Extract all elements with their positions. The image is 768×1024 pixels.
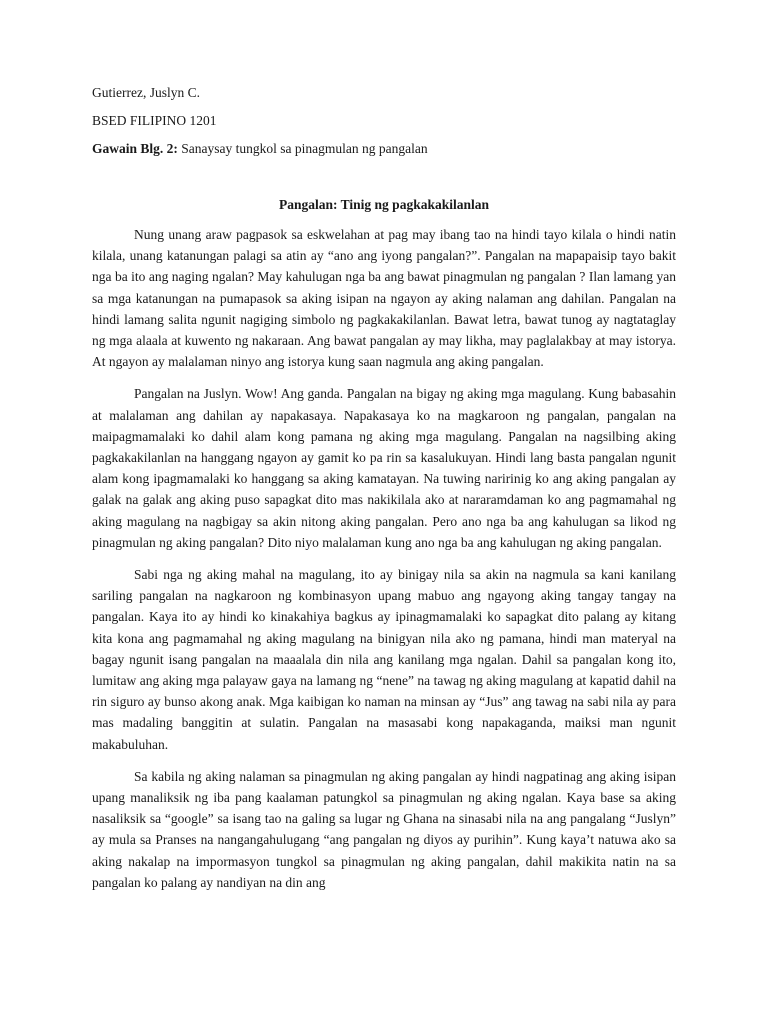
paragraph-1: Nung unang araw pagpasok sa eskwelahan at pag may ibang tao na hindi tayo kilala o hindi natin kilala, unang katanungan palagi sa atin ay “ano ang iyong pangalan?”. Pangalan na mapapaisip tayo bakit nga ba ito ang naging ngalan? May kahulugan nga ba ang bawat pinagmulan ng pangalan ? Ilan lamang yan sa mga katanungan na pumapasok sa aking isipan na ngayon ay aking nalaman ang dahilan. Pangalan na hindi lamang salita ngunit nagiging simbolo ng pagkakakilanlan. Bawat letra, bawat tunog ay nagtataglay ng mga alaala at kuwento ng nakaraan. Ang bawat pangalan ay may likha, may paglalakbay at may istorya. At ngayon ay malalaman ninyo ang istorya kung saan nagmula ang aking pangalan.: [92, 227, 676, 370]
activity-line: [92, 140, 676, 158]
activity-label: Gawain Blg. 2:: [92, 141, 178, 156]
essay-title: Pangalan: Tinig ng pagkakakilanlan: [279, 197, 489, 212]
paragraph-4: Sa kabila ng aking nalaman sa pinagmulan ng aking pangalan ay hindi nagpatinag ang aking isipan upang manaliksik ng iba pang kaalaman patungkol sa pinagmulan ng aking ngalan. Kaya base sa aking nasaliksik sa “google” sa isang tao na galing sa lugar ng Ghana na sinasabi nila na ang pangalang “Juslyn” ay mula sa Pranses na nangangahulugang “ang pangalan ng diyos ay purihin”. Kung kaya’t natuwa ako sa aking nakalap na impormasyon tungkol sa pinagmulan ng aking pangalan, dahil makikita natin na sa pangalan ko palang ay nandiyan na din ang: [92, 768, 676, 890]
activity-description: Sanaysay tungkol sa pinagmulan ng pangalan: [177, 141, 428, 156]
paragraph-2: Pangalan na Juslyn. Wow! Ang ganda. Pangalan na bigay ng aking mga magulang. Kung babasahin at malalaman ang dahilan ay napakasaya. Napakasaya ko na magkaroon ng pangalan, pangalan na maipagmamalaki ko dahil alam kong pamana ng aking mga magulang. Pangalan na nagsilbing aking pagkakakilanlan na hanggang ngayon ay gamit ko pa rin sa kasalukuyan. Hindi lang basta pangalan ngunit alam kong ipagmamalaki ko hanggang sa aking kamatayan. Na tuwing naririnig ko ang aking pangalan ay galak na galak ang aking puso sapagkat dito mas nakikilala ako at nararamdaman ko ang pagmamahal ng aking magulang na nagbigay sa akin nitong aking pangalan. Pero ano nga ba ang kahulugan sa likod ng pinagmulan ng aking pangalan? Dito niyo malalaman kung ano nga ba ang kahulugan ng aking pangalan.: [92, 386, 676, 550]
student-name: Gutierrez, Juslyn C.: [92, 85, 200, 100]
course-section: BSED FILIPINO 1201: [92, 113, 217, 128]
paragraph-3: Sabi nga ng aking mahal na magulang, ito ay binigay nila sa akin na nagmula sa kani kanilang sariling pangalan na nagkaroon ng kombinasyon upang mabuo ang ngayong aking tangay tangay na pangalan. Kaya ito ay hindi ko kinakahiya bagkus ay ipinagmamalaki ko sapagkat dito palang ay kitang kita kona ang pagmamahal ng aking magulang na binigyan nila ako ng pamana, hindi man materyal na bagay ngunit isang pangalan na maaalala din nila ang kanilang mga ngalan. Dahil sa pangalan kong ito, lumitaw ang aking mga palayaw gaya na lamang ng “nene” na tawag ng aking magulang at kapatid dahil na rin siguro ay bunso akong anak. Mga kaibigan ko naman na minsan ay “Jus” ang tawag na sabi nila ay para mas madaling banggitin at sulatin. Pangalan na masasabi kong napakaganda, maiksi man ngunit makabuluhan.: [92, 567, 676, 752]
